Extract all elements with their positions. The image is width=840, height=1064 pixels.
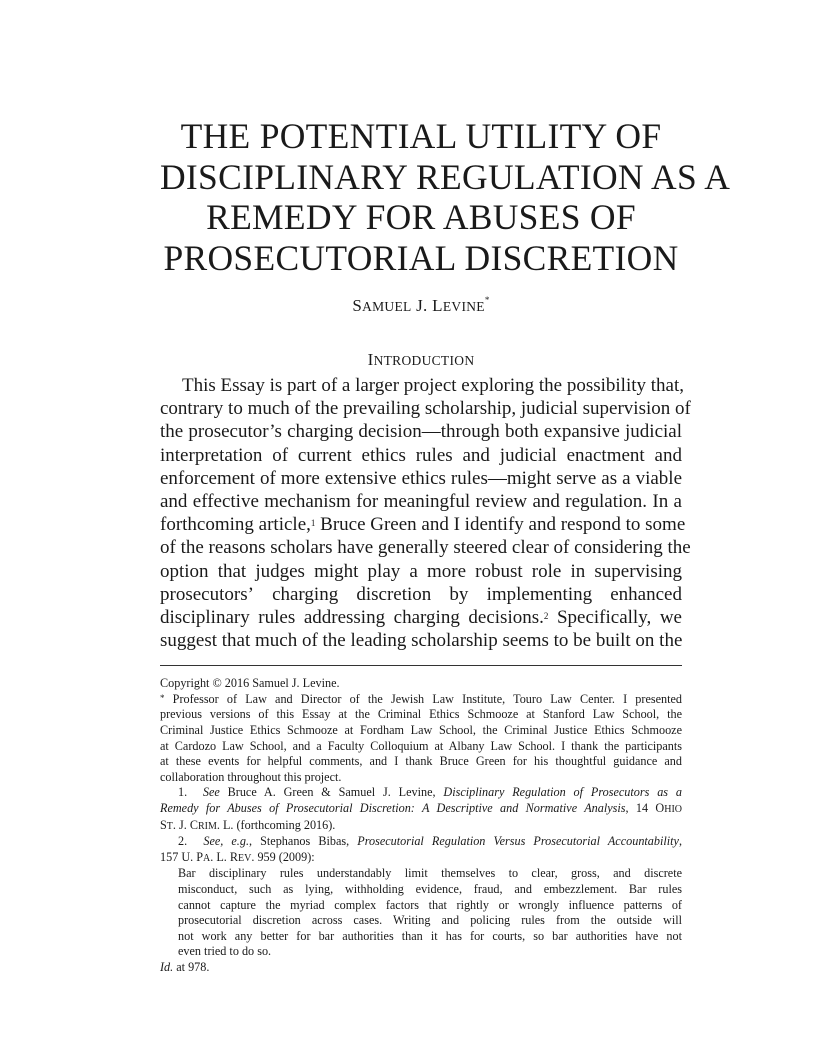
small-caps: A xyxy=(203,852,211,864)
footnote-line xyxy=(160,850,682,867)
small-caps: EV xyxy=(238,852,252,864)
small-caps: T xyxy=(166,820,173,832)
footnote-text: . L. R xyxy=(210,849,239,864)
author-first-rest: AMUEL xyxy=(362,299,412,314)
footnote-line: previous versions of this Essay at the Criminal Ethics Schmooze at Stanford Law School, the xyxy=(160,707,682,722)
body-line: option that judges might play a more robust role in supervising xyxy=(160,560,682,582)
quote-line: Bar disciplinary rules understandably limit themselves to clear, gross, and discrete xyxy=(178,866,682,881)
footnote-text: , Stephanos Bibas, xyxy=(249,834,358,849)
body-line: the prosecutor’s charging decision—through both expansive judicial xyxy=(160,421,682,443)
footnote-text: Professor of Law and Director of the Jewish Law Institute, Touro Law Center. I presented xyxy=(164,691,682,706)
author-name xyxy=(160,296,682,316)
body-word: implementing xyxy=(486,583,593,605)
footnote-ref-1[interactable]: 1 xyxy=(310,518,316,529)
footnote-1 xyxy=(160,785,682,801)
author-footnote-mark: * xyxy=(484,295,490,305)
footnote-text: 157 U. P xyxy=(160,849,204,864)
title-line: DISCIPLINARY REGULATION AS A xyxy=(160,156,731,197)
copyright-line: Copyright © 2016 Samuel J. Levine. xyxy=(160,676,340,691)
body-line: of the reasons scholars have generally steered clear of considering the xyxy=(160,537,691,559)
heading-rest: NTRODUCTION xyxy=(373,353,475,368)
quote-line: even tried to do so. xyxy=(178,944,272,959)
footnote-text: . L. (forthcoming 2016). xyxy=(216,817,336,832)
footnote-star-mark: * xyxy=(160,692,165,703)
body-fragment: Specifically, we xyxy=(548,606,682,628)
signal: See, e.g. xyxy=(203,834,249,849)
body-word: by xyxy=(449,583,469,605)
author-last-rest: EVINE xyxy=(442,299,485,314)
body-fragment: forthcoming article, xyxy=(160,514,311,536)
body-line xyxy=(160,513,686,536)
footnote-text: S xyxy=(160,817,167,832)
body-line: This Essay is part of a larger project exploring the possibility that, xyxy=(182,375,684,396)
footnote-ref-2[interactable]: 2 xyxy=(543,610,549,621)
footnote-line: Criminal Justice Ethics Schmooze at Fordham Law School, the Criminal Justice Ethics Schmooze xyxy=(160,723,682,738)
footnote-number: 2. xyxy=(178,834,188,849)
body-fragment: Bruce Green and I identify and respond to some xyxy=(315,514,686,536)
section-heading xyxy=(160,350,682,370)
article-title xyxy=(160,116,731,278)
footnotes xyxy=(160,676,682,975)
quote-line: prosecutorial discretion across cases. Writing and policing rules from the outside will xyxy=(178,913,682,928)
footnote-text: . 959 (2009): xyxy=(251,849,315,864)
footnote-text: , xyxy=(678,834,682,849)
body-line: interpretation of current ethics rules and judicial enactment and xyxy=(160,444,682,466)
cited-title: Remedy for Abuses of Prosecutorial Discretion: A Descriptive and Normative Analysis xyxy=(160,801,626,815)
footnote-text: at 978. xyxy=(173,959,210,974)
cited-title: Prosecutorial Regulation Versus Prosecutorial Accountability xyxy=(357,834,679,849)
footnote-2 xyxy=(160,834,682,850)
body-line xyxy=(160,606,682,629)
quote-line: cannot capture the myriad complex factors that rightly or wrongly influence patterns of xyxy=(178,897,682,912)
footnote-text: , 14 O xyxy=(625,801,665,815)
author-first-initial: S xyxy=(352,296,363,315)
small-caps: HIO xyxy=(664,804,682,815)
body-line: and effective mechanism for meaningful review and regulation. In a xyxy=(160,490,682,512)
body-line: suggest that much of the leading scholarship seems to be built on the xyxy=(160,630,683,652)
quote-line: not work any better for bar authorities than it has for courts, so bar authorities have not xyxy=(178,928,682,943)
page xyxy=(160,0,731,976)
id-signal: Id. xyxy=(160,959,174,974)
footnote-text: . J. C xyxy=(172,817,198,832)
cited-title: Disciplinary Regulation of Prosecutors as a xyxy=(443,785,682,800)
author-middle: J. xyxy=(416,296,428,315)
body-line: contrary to much of the prevailing scholarship, judicial supervision of xyxy=(160,398,691,420)
footnote-text: Bruce A. Green & Samuel J. Levine, xyxy=(219,785,444,800)
footnote-line xyxy=(160,960,682,976)
body-line: enforcement of more extensive ethics rules—might serve as a viable xyxy=(160,467,682,489)
footnote-number: 1. xyxy=(178,785,188,800)
signal: See xyxy=(202,785,220,800)
body-fragment: disciplinary rules addressing charging decisions. xyxy=(160,606,544,628)
quote-line: misconduct, such as lying, withholding evidence, fraud, and embezzlement. Bar rules xyxy=(178,881,682,896)
footnote-line xyxy=(160,801,682,818)
block-quote xyxy=(160,866,682,960)
footnote-line: collaboration throughout this project. xyxy=(160,769,342,784)
body-line xyxy=(160,583,682,606)
footnote-line: at Cardozo Law School, and a Faculty Colloquium at Albany Law School. I thank the participants xyxy=(160,738,682,753)
footnote-divider xyxy=(160,665,682,666)
author-last-initial: L xyxy=(432,296,443,315)
body-word: discretion xyxy=(356,583,432,605)
body-text xyxy=(160,374,691,652)
footnote-line: at these events for helpful comments, and I thank Bruce Green for his thoughtful guidance and xyxy=(160,754,682,769)
body-word: charging xyxy=(272,583,339,605)
title-line: REMEDY FOR ABUSES OF xyxy=(206,197,636,237)
body-word: prosecutors’ xyxy=(160,583,254,605)
title-line: THE POTENTIAL UTILITY OF xyxy=(180,116,662,156)
footnote-line xyxy=(160,818,682,835)
heading-initial: I xyxy=(367,350,374,369)
small-caps: RIM xyxy=(197,820,217,832)
body-word: enhanced xyxy=(610,583,682,605)
footnote-star xyxy=(160,692,682,708)
title-line: PROSECUTORIAL DISCRETION xyxy=(163,237,679,278)
